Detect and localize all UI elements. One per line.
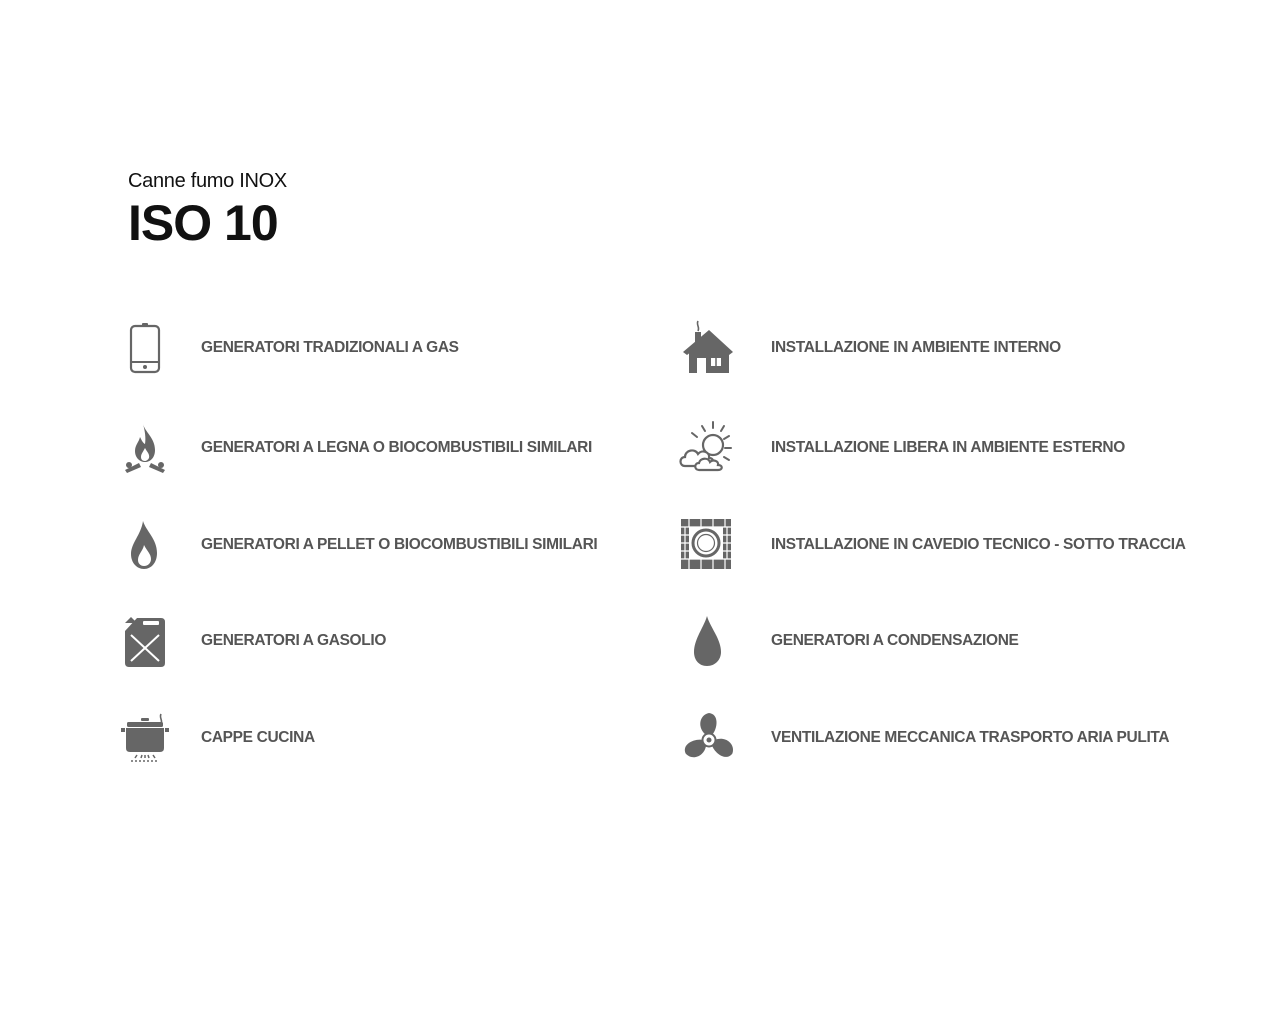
feature-wood-generators (117, 418, 592, 478)
page-title: ISO 10 (128, 195, 278, 251)
cooking-pot-icon (117, 710, 173, 766)
house-icon (677, 320, 733, 376)
wood-fire-icon (117, 420, 173, 476)
feature-label: INSTALLAZIONE IN AMBIENTE INTERNO (771, 339, 1061, 356)
feature-gas-generators (117, 318, 459, 378)
feature-indoor-installation (677, 318, 1061, 378)
feature-label: GENERATORI A LEGNA O BIOCOMBUSTIBILI SIMILARI (201, 439, 592, 456)
feature-diesel-generators (117, 611, 387, 671)
feature-technical-shaft (677, 515, 1186, 575)
page-header (128, 168, 287, 250)
water-drop-icon (677, 613, 733, 669)
feature-pellet-generators (117, 515, 598, 575)
feature-label: CAPPE CUCINA (201, 729, 315, 746)
feature-mechanical-ventilation (677, 708, 1170, 768)
feature-label: INSTALLAZIONE IN CAVEDIO TECNICO - SOTTO TRACCIA (771, 536, 1186, 553)
feature-outdoor-installation (677, 418, 1125, 478)
fan-icon (677, 710, 733, 766)
feature-label: GENERATORI TRADIZIONALI A GAS (201, 339, 459, 356)
product-category: Canne fumo INOX (128, 170, 287, 192)
brick-shaft-icon (677, 517, 733, 573)
feature-label: GENERATORI A PELLET O BIOCOMBUSTIBILI SIMILARI (201, 536, 598, 553)
feature-condensing-generators (677, 611, 1019, 671)
feature-kitchen-hoods (117, 708, 315, 768)
jerrycan-icon (117, 613, 173, 669)
flame-icon (117, 517, 173, 573)
sun-cloud-icon (677, 420, 733, 476)
feature-label: GENERATORI A GASOLIO (201, 632, 387, 649)
feature-label: VENTILAZIONE MECCANICA TRASPORTO ARIA PULITA (771, 729, 1170, 746)
feature-label: GENERATORI A CONDENSAZIONE (771, 632, 1019, 649)
feature-label: INSTALLAZIONE LIBERA IN AMBIENTE ESTERNO (771, 439, 1125, 456)
gas-boiler-icon (117, 320, 173, 376)
